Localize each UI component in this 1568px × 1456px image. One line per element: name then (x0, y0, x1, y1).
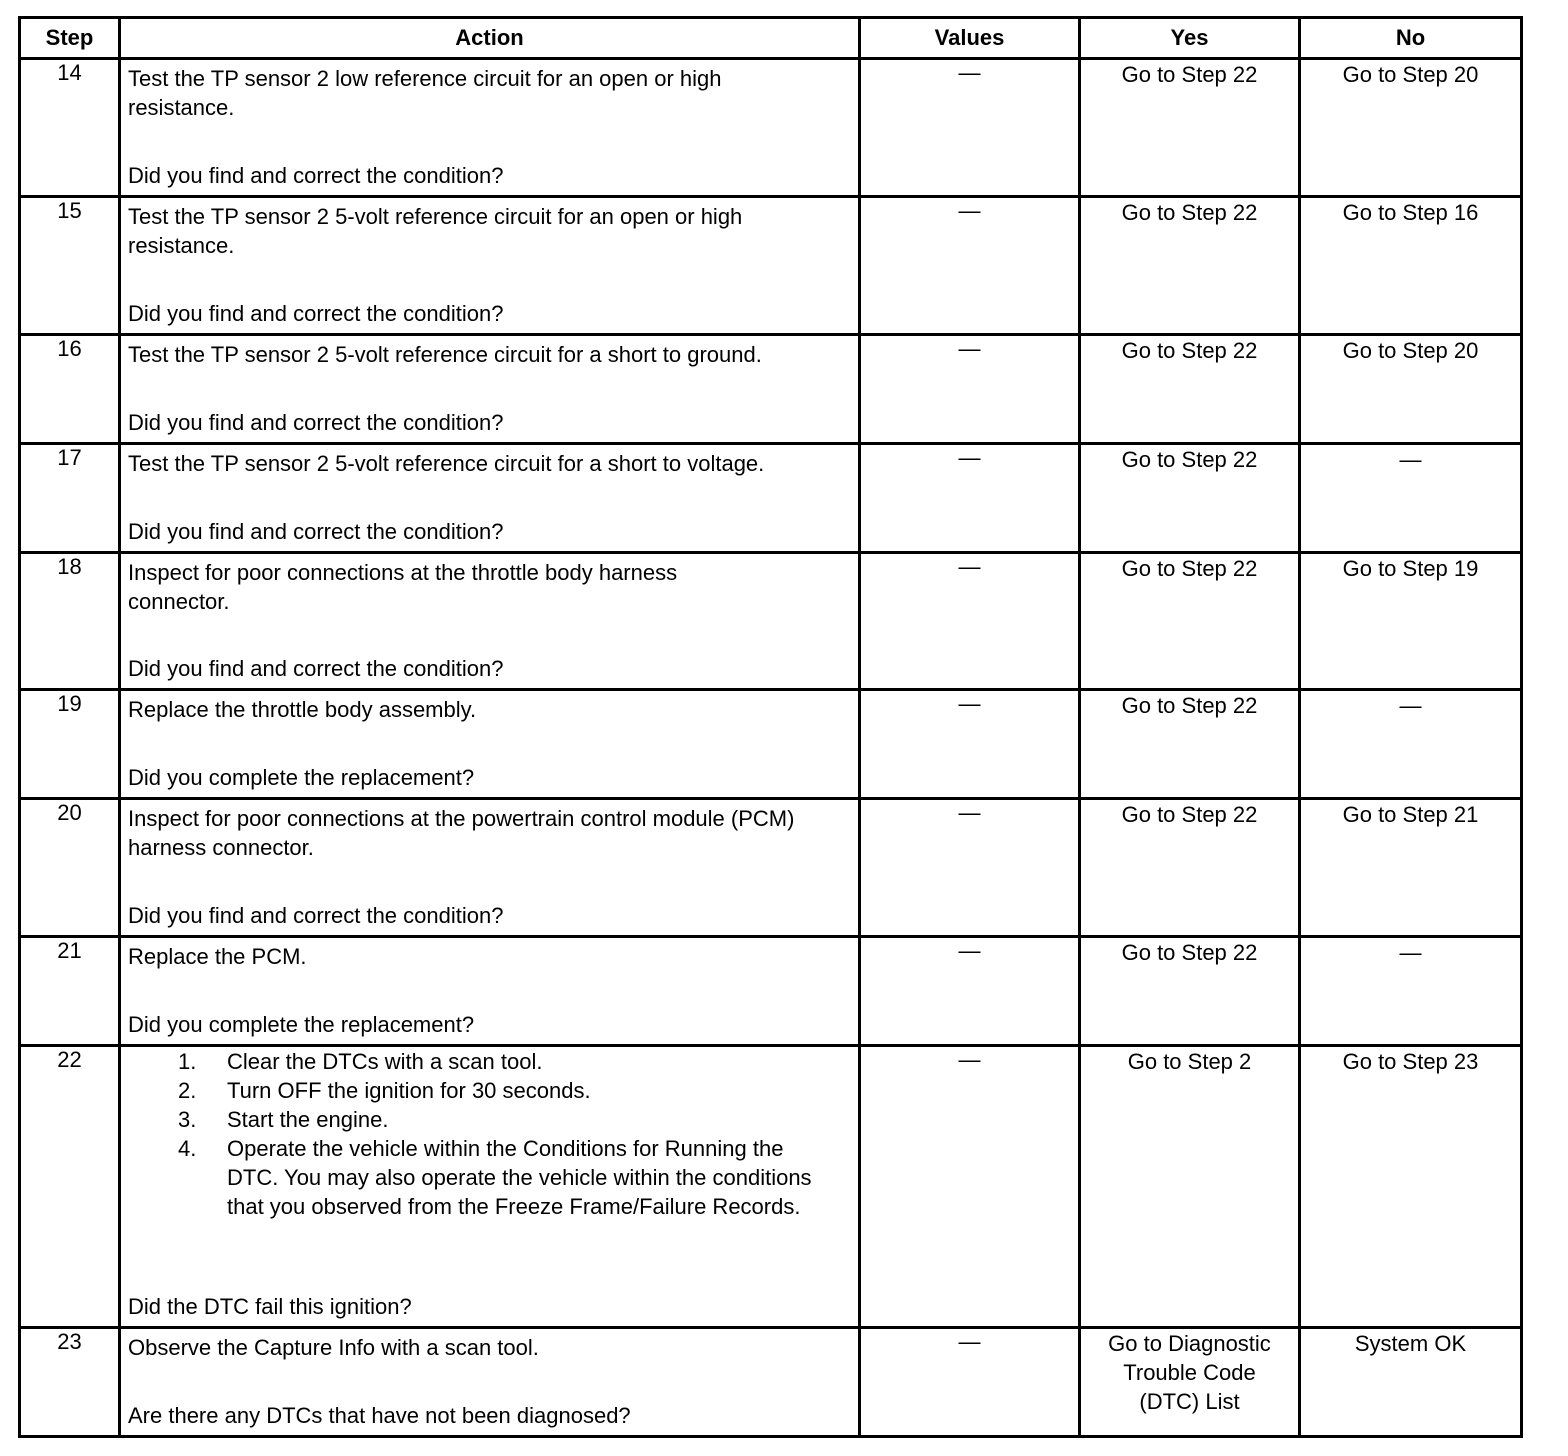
header-no: No (1300, 18, 1522, 59)
yes-answer: Go to Step 22 (1121, 338, 1258, 363)
values-cell: — (860, 553, 1080, 690)
table-row (20, 937, 1522, 1046)
no-cell (1300, 937, 1522, 1046)
table-row (20, 799, 1522, 937)
step-number: 16 (20, 335, 120, 444)
step-number: 14 (20, 59, 120, 197)
substep-text: Clear the DTCs with a scan tool. (227, 1049, 543, 1074)
substep-number: 4. (178, 1136, 197, 1161)
values-cell: — (860, 59, 1080, 197)
action-question: Did you find and correct the condition? (128, 519, 504, 544)
table-row (20, 553, 1522, 690)
no-cell (1300, 690, 1522, 799)
step-number: 15 (20, 197, 120, 335)
action-cell (120, 690, 860, 799)
substep-item (121, 1105, 821, 1134)
action-cell (120, 197, 860, 335)
values-cell: — (860, 690, 1080, 799)
action-question: Did you complete the replacement? (128, 765, 475, 790)
no-answer: Go to Step 16 (1342, 200, 1479, 225)
yes-answer: Go to Step 22 (1121, 802, 1258, 827)
diagnostic-table (18, 16, 1523, 1438)
no-cell (1300, 1328, 1522, 1437)
no-answer: Go to Step 21 (1342, 802, 1479, 827)
action-instruction: Replace the PCM. (128, 944, 307, 969)
substep-text: Start the engine. (227, 1107, 389, 1132)
action-instruction: Inspect for poor connections at the powertrain control module (PCM) harness connector. (128, 806, 795, 860)
action-instruction: Test the TP sensor 2 low reference circuit for an open or high resistance. (128, 66, 722, 120)
values-cell: — (860, 444, 1080, 553)
yes-answer: Go to Step 2 (1127, 1049, 1252, 1074)
values-cell: — (860, 197, 1080, 335)
action-question: Did you find and correct the condition? (128, 410, 504, 435)
yes-cell (1080, 937, 1300, 1046)
action-question: Did you find and correct the condition? (128, 656, 504, 681)
no-answer: Go to Step 23 (1342, 1049, 1479, 1074)
no-cell (1300, 799, 1522, 937)
action-cell (120, 444, 860, 553)
no-cell (1300, 197, 1522, 335)
no-answer: — (1399, 447, 1422, 472)
substep-item (121, 1076, 821, 1105)
action-question: Are there any DTCs that have not been diagnosed? (128, 1403, 631, 1428)
action-question: Did you find and correct the condition? (128, 903, 504, 928)
values-cell: — (860, 1328, 1080, 1437)
no-answer: — (1399, 940, 1422, 965)
no-answer: Go to Step 20 (1342, 338, 1479, 363)
action-question: Did you complete the replacement? (128, 1012, 475, 1037)
substep-item (121, 1134, 821, 1221)
values-cell: — (860, 335, 1080, 444)
step-number: 18 (20, 553, 120, 690)
yes-cell (1080, 553, 1300, 690)
step-number: 21 (20, 937, 120, 1046)
no-cell (1300, 335, 1522, 444)
yes-answer: Go to Step 22 (1121, 447, 1258, 472)
yes-cell (1080, 335, 1300, 444)
action-instruction: Replace the throttle body assembly. (128, 697, 477, 722)
substep-text: Turn OFF the ignition for 30 seconds. (227, 1078, 591, 1103)
table-row (20, 335, 1522, 444)
action-instruction: Inspect for poor connections at the throttle body harness connector. (128, 560, 678, 614)
action-cell (120, 335, 860, 444)
substep-number: 3. (178, 1107, 197, 1132)
table-row (20, 690, 1522, 799)
no-cell (1300, 444, 1522, 553)
header-action: Action (120, 18, 860, 59)
action-instruction: Observe the Capture Info with a scan tool. (128, 1335, 539, 1360)
step-number: 19 (20, 690, 120, 799)
no-cell (1300, 553, 1522, 690)
yes-cell (1080, 690, 1300, 799)
no-answer: Go to Step 20 (1342, 62, 1479, 87)
table-row (20, 59, 1522, 197)
action-cell (120, 1328, 860, 1437)
yes-answer: Go to Step 22 (1121, 693, 1258, 718)
substep-number: 2. (178, 1078, 197, 1103)
yes-cell (1080, 1046, 1300, 1328)
header-values: Values (860, 18, 1080, 59)
header-step: Step (20, 18, 120, 59)
action-question: Did you find and correct the condition? (128, 163, 504, 188)
step-number: 22 (20, 1046, 120, 1328)
yes-answer: Go to Diagnostic Trouble Code (DTC) List (1108, 1331, 1271, 1414)
values-cell: — (860, 937, 1080, 1046)
yes-cell (1080, 444, 1300, 553)
substep-list (121, 1047, 821, 1221)
action-cell (120, 553, 860, 690)
no-cell (1300, 59, 1522, 197)
table-row (20, 1328, 1522, 1437)
table-row (20, 1046, 1522, 1328)
no-answer: System OK (1354, 1331, 1467, 1356)
values-cell: — (860, 1046, 1080, 1328)
no-answer: Go to Step 19 (1342, 556, 1479, 581)
table-row (20, 444, 1522, 553)
action-question: Did you find and correct the condition? (128, 301, 504, 326)
yes-cell (1080, 1328, 1300, 1437)
yes-answer: Go to Step 22 (1121, 62, 1258, 87)
yes-cell (1080, 59, 1300, 197)
action-instruction: Test the TP sensor 2 5-volt reference circuit for a short to ground. (128, 342, 762, 367)
action-instruction: Test the TP sensor 2 5-volt reference circuit for an open or high resistance. (128, 204, 743, 258)
step-number: 23 (20, 1328, 120, 1437)
substep-item (121, 1047, 821, 1076)
substep-text: Operate the vehicle within the Conditions for Running the DTC. You may also operate the vehicle within the conditions that you observed from the Freeze Frame/Failure Records. (227, 1136, 812, 1219)
action-cell (120, 799, 860, 937)
no-cell (1300, 1046, 1522, 1328)
yes-cell (1080, 197, 1300, 335)
action-cell (120, 937, 860, 1046)
values-cell: — (860, 799, 1080, 937)
no-answer: — (1399, 693, 1422, 718)
action-cell (120, 59, 860, 197)
action-instruction: Test the TP sensor 2 5-volt reference circuit for a short to voltage. (128, 451, 765, 476)
header-yes: Yes (1080, 18, 1300, 59)
yes-cell (1080, 799, 1300, 937)
step-number: 20 (20, 799, 120, 937)
action-question: Did the DTC fail this ignition? (128, 1294, 412, 1319)
table-row (20, 197, 1522, 335)
yes-answer: Go to Step 22 (1121, 940, 1258, 965)
yes-answer: Go to Step 22 (1121, 556, 1258, 581)
yes-answer: Go to Step 22 (1121, 200, 1258, 225)
step-number: 17 (20, 444, 120, 553)
substep-number: 1. (178, 1049, 197, 1074)
header-row (20, 18, 1522, 59)
action-cell (120, 1046, 860, 1328)
